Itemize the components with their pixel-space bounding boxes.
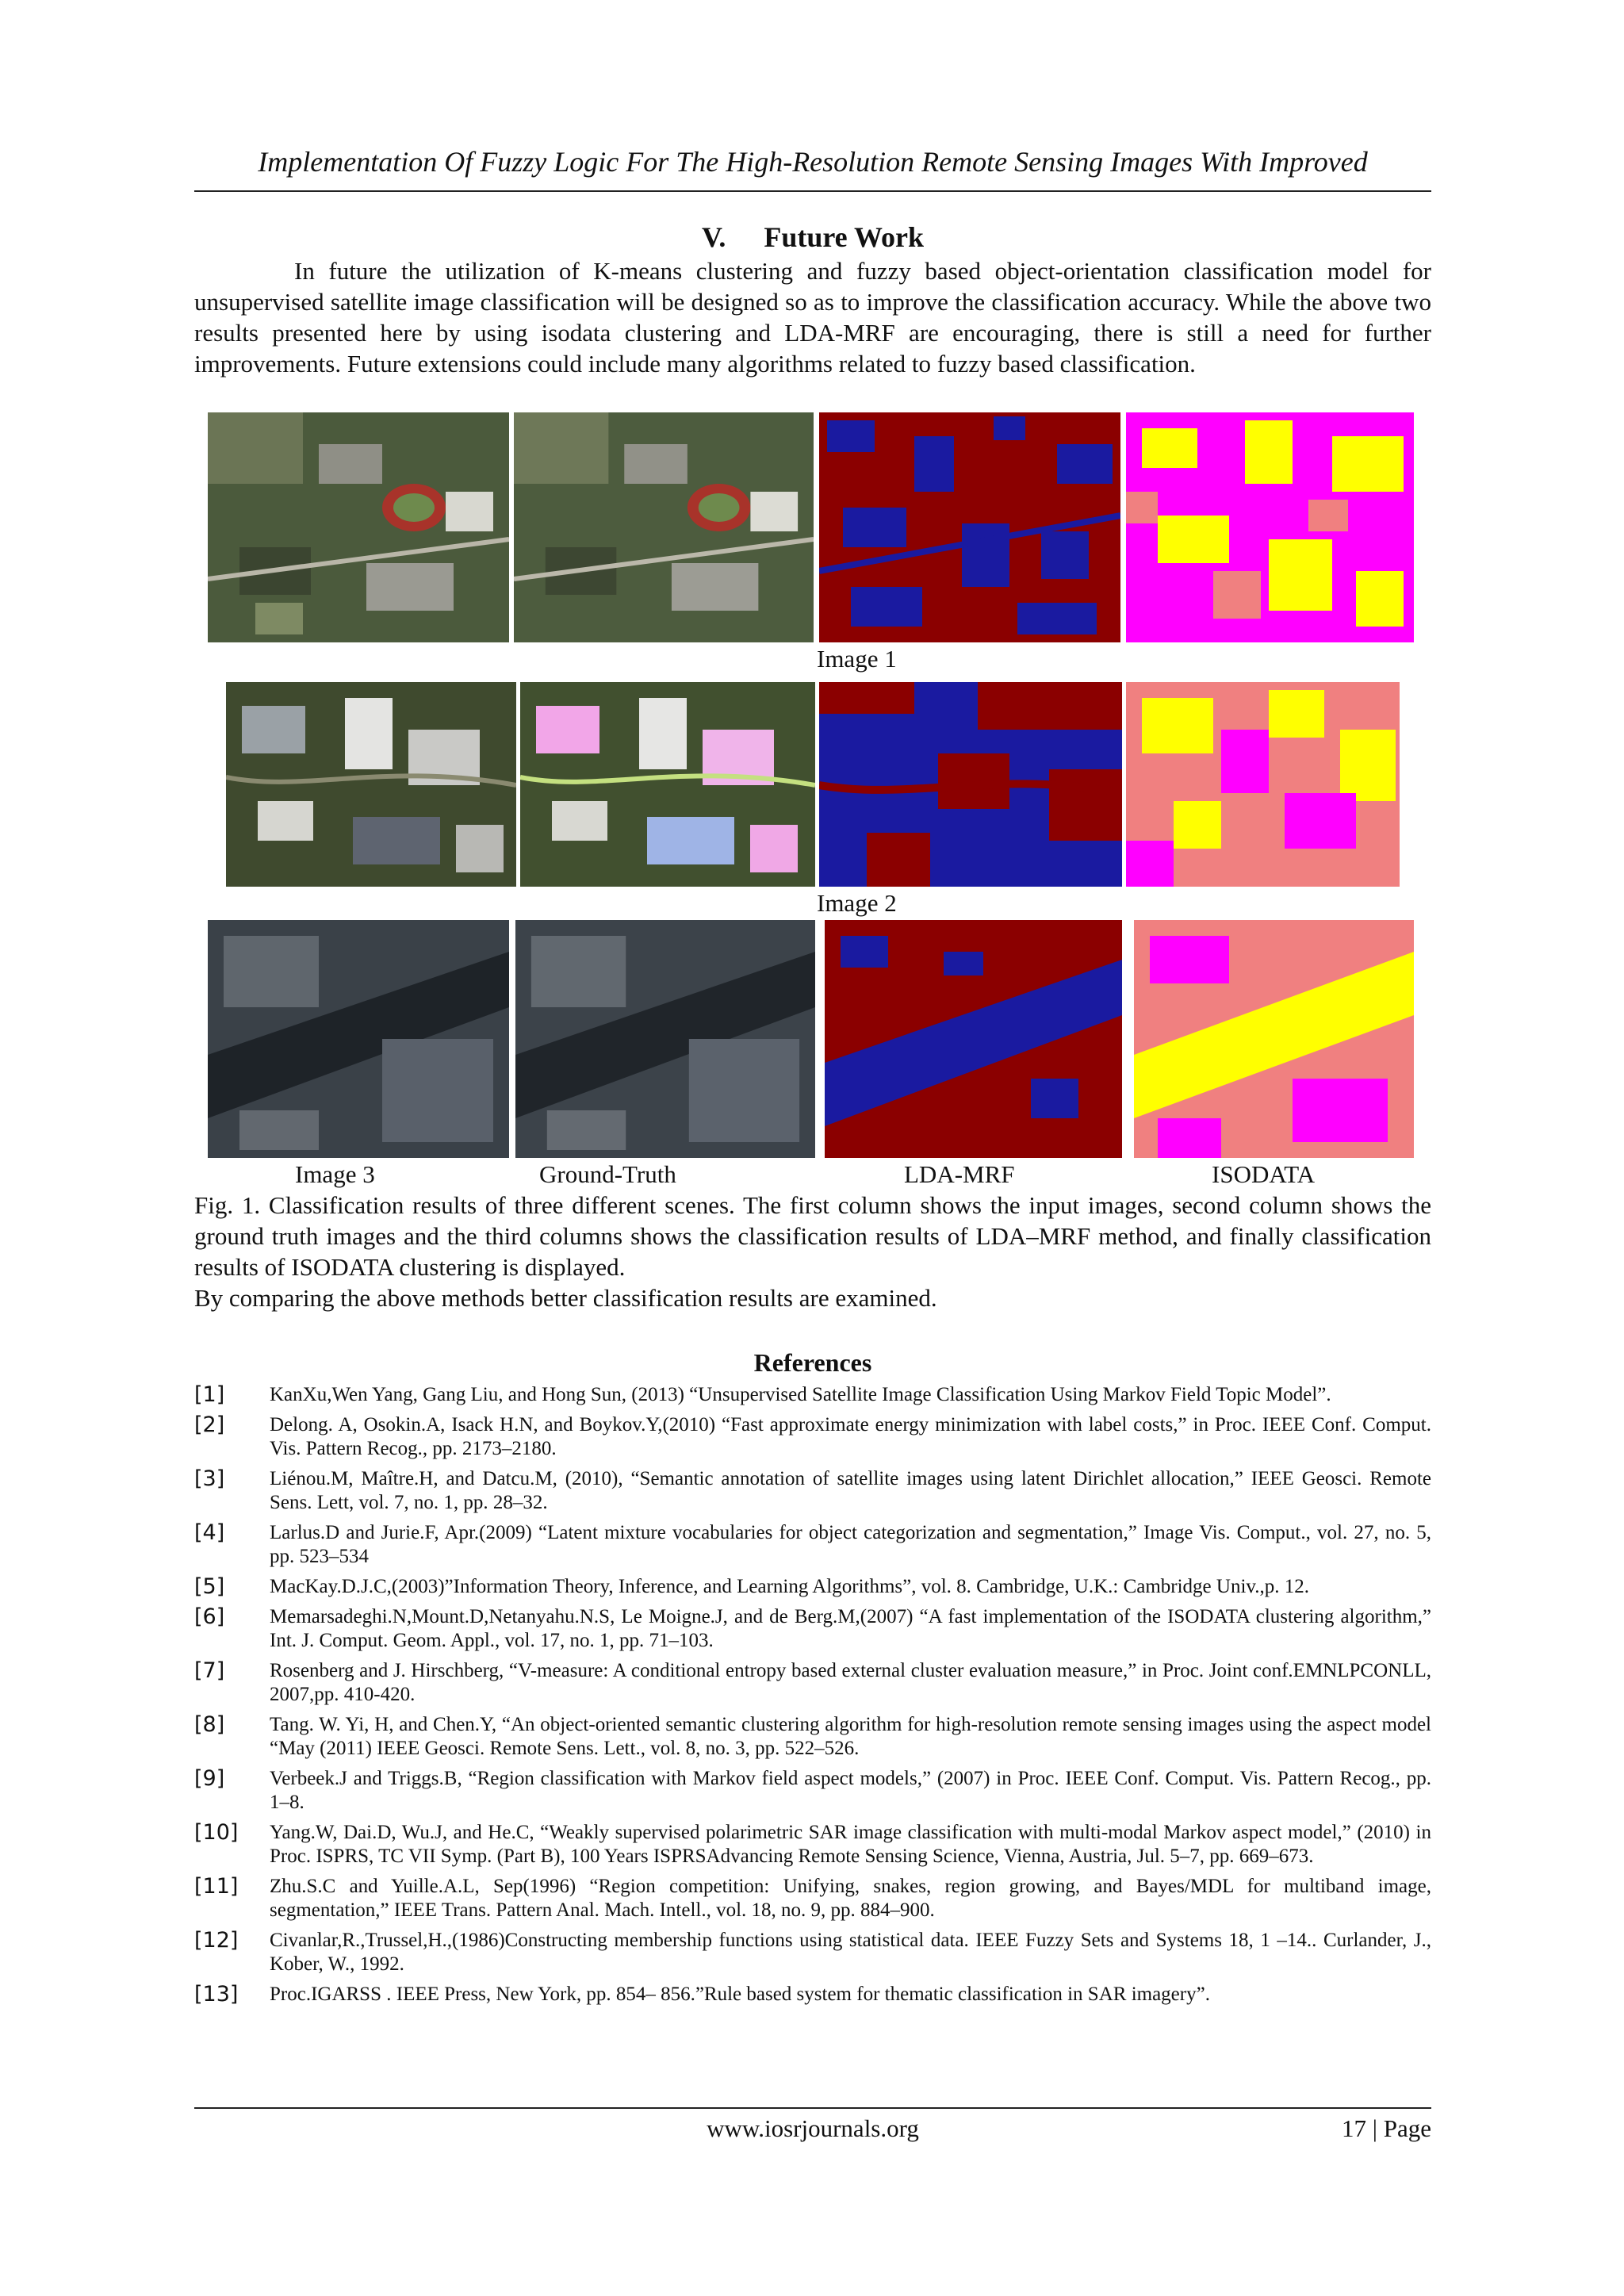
reference-item bbox=[194, 1713, 1431, 1761]
figure-image1-ground-truth bbox=[514, 412, 814, 642]
reference-text: Proc.IGARSS . IEEE Press, New York, pp. 854– 856.”Rule based system for thematic classification in SAR imagery”. bbox=[270, 1984, 1210, 2005]
column-label-image-3: Image 3 bbox=[295, 1160, 375, 1188]
reference-text: Liénou.M, Maître.H, and Datcu.M, (2010), “Semantic annotation of satellite images using latent Dirichlet allocation,” IEEE Geosci. Remote Sens. Lett, vol. 7, no. 1, pp. 28–32. bbox=[270, 1468, 1431, 1513]
footer-page-number: 17 | Page bbox=[1342, 2114, 1431, 2142]
figure-image1-isodata bbox=[1126, 412, 1414, 642]
footer-rule bbox=[194, 2107, 1431, 2109]
figure-image3-input bbox=[208, 920, 509, 1158]
references-list bbox=[194, 1383, 1431, 2013]
figure-image1-lda-mrf bbox=[819, 412, 1120, 642]
figure-image2-isodata bbox=[1126, 682, 1400, 887]
reference-text: Civanlar,R.,Trussel,H.,(1986)Constructing membership functions using statistical data. IEEE Fuzzy Sets and Systems 18, 1 –14.. Curlander, J., Kober, W., 1992. bbox=[270, 1930, 1431, 1975]
reference-number: [7] bbox=[194, 1658, 225, 1683]
reference-number: [11] bbox=[194, 1874, 239, 1899]
column-label-isodata: ISODATA bbox=[1212, 1160, 1316, 1188]
section-heading: Future Work bbox=[764, 221, 925, 253]
figure-image3-lda-mrf bbox=[825, 920, 1122, 1158]
running-header: Implementation Of Fuzzy Logic For The High-Resolution Remote Sensing Images With Improved bbox=[258, 146, 1368, 178]
reference-item bbox=[194, 1605, 1431, 1653]
reference-item bbox=[194, 1467, 1431, 1515]
reference-item bbox=[194, 1821, 1431, 1869]
reference-item bbox=[194, 1383, 1431, 1407]
figure-image2-input bbox=[226, 682, 516, 887]
reference-item bbox=[194, 1983, 1431, 2007]
footer-website: www.iosrjournals.org bbox=[707, 2114, 919, 2142]
row-label-image-2: Image 2 bbox=[817, 889, 897, 917]
section-title bbox=[194, 218, 1431, 256]
reference-number: [6] bbox=[194, 1604, 225, 1629]
reference-text: Rosenberg and J. Hirschberg, “V-measure: A conditional entropy based external cluster evaluation measure,” in Proc. Joint conf.EMNLPCONLL, 2007,pp. 410-420. bbox=[270, 1660, 1431, 1705]
figure-caption: Fig. 1. Classification results of three different scenes. The first column shows the input images, second column shows the ground truth images and the third columns shows the classification results of LDA–MRF method, and finally classification results of ISODATA clustering is displayed. bbox=[194, 1191, 1431, 1281]
reference-item bbox=[194, 1767, 1431, 1815]
figure-image3-isodata bbox=[1134, 920, 1414, 1158]
reference-number: [5] bbox=[194, 1574, 225, 1599]
reference-item bbox=[194, 1659, 1431, 1707]
reference-number: [3] bbox=[194, 1466, 225, 1491]
figure-image2-lda-mrf bbox=[819, 682, 1122, 887]
reference-text: Tang. W. Yi, H, and Chen.Y, “An object-oriented semantic clustering algorithm for high-resolution remote sensing images using the aspect model “May (2011) IEEE Geosci. Remote Sens. Lett., vol. 8, no. 3, pp. 522–526. bbox=[270, 1714, 1431, 1759]
reference-text: Memarsadeghi.N,Mount.D,Netanyahu.N.S, Le Moigne.J, and de Berg.M,(2007) “A fast implementation of the ISODATA clustering algorithm,” Int. J. Comput. Geom. Appl., vol. 17, no. 1, pp. 71–103. bbox=[270, 1606, 1431, 1651]
reference-text: Zhu.S.C and Yuille.A.L, Sep(1996) “Region competition: Unifying, snakes, region growing, and Bayes/MDL for multiband image, segmentation,” IEEE Trans. Pattern Anal. Mach. Intell., vol. 18, no. 9, pp. 884–900. bbox=[270, 1876, 1431, 1921]
reference-number: [10] bbox=[194, 1820, 239, 1845]
reference-number: [2] bbox=[194, 1412, 225, 1437]
reference-item bbox=[194, 1413, 1431, 1461]
figure-image1-input bbox=[208, 412, 509, 642]
reference-number: [13] bbox=[194, 1982, 239, 2007]
section-number: V. bbox=[701, 221, 726, 253]
column-label-ground-truth: Ground-Truth bbox=[539, 1160, 676, 1188]
reference-text: KanXu,Wen Yang, Gang Liu, and Hong Sun, (2013) “Unsupervised Satellite Image Classification Using Markov Field Topic Model”. bbox=[270, 1384, 1331, 1405]
header-rule bbox=[194, 190, 1431, 192]
reference-number: [9] bbox=[194, 1766, 225, 1791]
reference-text: Larlus.D and Jurie.F, Apr.(2009) “Latent mixture vocabularies for object categorization and segmentation,” Image Vis. Comput., vol. 27, no. 5, pp. 523–534 bbox=[270, 1522, 1431, 1567]
reference-text: Delong. A, Osokin.A, Isack H.N, and Boykov.Y,(2010) “Fast approximate energy minimization with label costs,” in Proc. IEEE Conf. Comput. Vis. Pattern Recog., pp. 2173–2180. bbox=[270, 1414, 1431, 1459]
column-label-lda-mrf: LDA-MRF bbox=[904, 1160, 1015, 1188]
references-title: References bbox=[753, 1348, 872, 1377]
reference-text: Verbeek.J and Triggs.B, “Region classification with Markov field aspect models,” (2007) in Proc. IEEE Conf. Comput. Vis. Pattern Recog., pp. 1–8. bbox=[270, 1768, 1431, 1813]
future-work-paragraph: In future the utilization of K-means clustering and fuzzy based object-orientation classification model for unsupervised satellite image classification will be designed so as to improve the classification accuracy. While the above two results presented here by using isodata clustering and LDA-MRF are encouraging, there is still a need for further improvements. Future extensions could include many algorithms related to fuzzy based classification. bbox=[194, 257, 1431, 378]
row-label-image-1: Image 1 bbox=[817, 645, 897, 673]
figure-image3-ground-truth bbox=[515, 920, 815, 1158]
reference-item bbox=[194, 1875, 1431, 1922]
reference-item bbox=[194, 1575, 1431, 1599]
reference-number: [4] bbox=[194, 1520, 225, 1545]
reference-number: [12] bbox=[194, 1928, 239, 1953]
reference-number: [1] bbox=[194, 1382, 225, 1407]
reference-text: Yang.W, Dai.D, Wu.J, and He.C, “Weakly supervised polarimetric SAR image classification with multi-modal Markov aspect model,” (2010) in Proc. ISPRS, TC VII Symp. (Part B), 100 Years ISPRSAdvancing Remote Sensing Science, Vienna, Austria, Jul. 5–7, pp. 669–673. bbox=[270, 1822, 1431, 1867]
reference-item bbox=[194, 1929, 1431, 1976]
comparison-sentence: By comparing the above methods better classification results are examined. bbox=[194, 1284, 937, 1312]
figure-image2-ground-truth bbox=[520, 682, 815, 887]
reference-text: MacKay.D.J.C,(2003)”Information Theory, Inference, and Learning Algorithms”, vol. 8. Cambridge, U.K.: Cambridge Univ.,p. 12. bbox=[270, 1576, 1310, 1597]
reference-item bbox=[194, 1521, 1431, 1569]
reference-number: [8] bbox=[194, 1712, 225, 1737]
